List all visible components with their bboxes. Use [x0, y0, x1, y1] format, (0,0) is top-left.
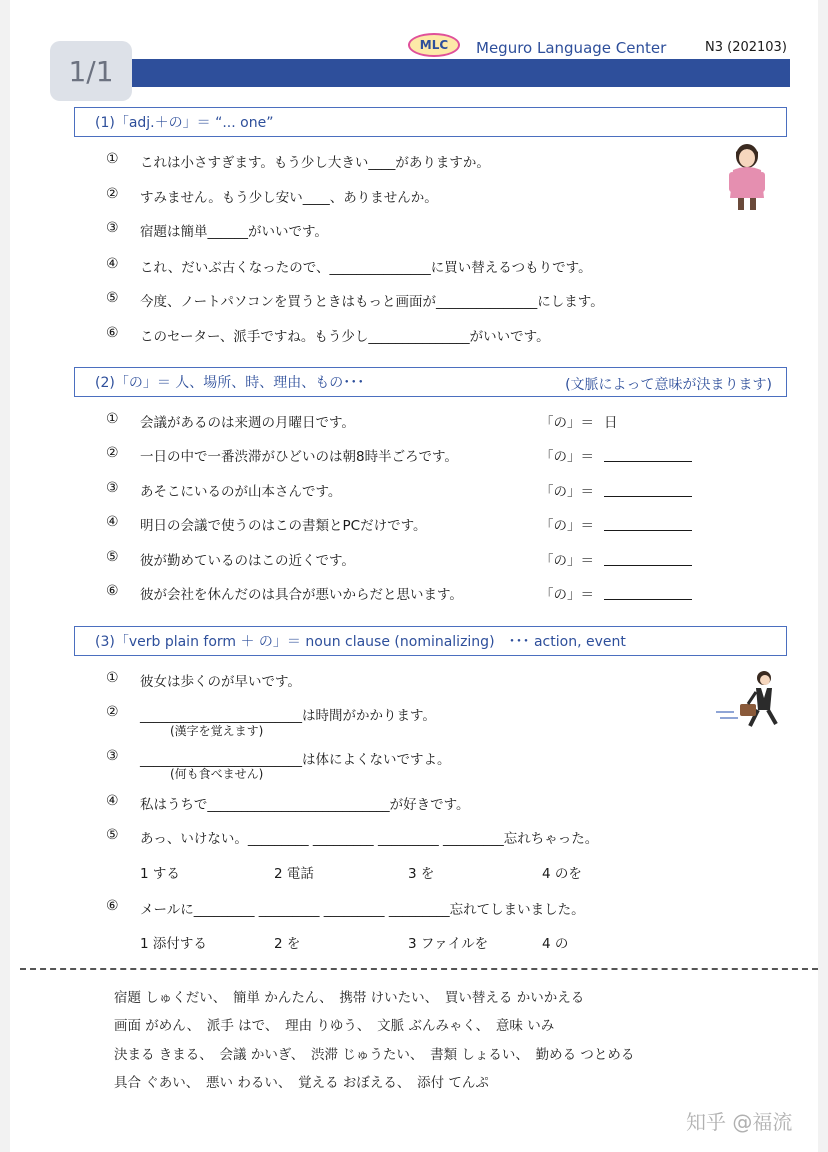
s2-q5-text: 彼が勤めているのはこの近くです。	[140, 553, 355, 569]
s3-q6-choice-1: 1 添付する	[140, 936, 207, 952]
s1-q6-text: このセーター、派手ですね。もう少し_______________がいいです。	[140, 329, 550, 345]
section3-title	[74, 626, 787, 656]
s1-q3-text: 宿題は簡単______がいいです。	[140, 224, 328, 240]
s1-q4-text: これ、だいぶ古くなったので、_______________に買い替えるつもりです。	[140, 260, 592, 276]
header-bar	[132, 59, 790, 87]
s2-q6-text: 彼が会社を休んだのは具合が悪いからだと思います。	[140, 587, 463, 603]
s1-q2-num: ②	[106, 186, 119, 202]
vocab-line-4: 具合 ぐあい、 悪い わるい、 覚える おぼえる、 添付 てんぷ	[114, 1075, 489, 1091]
s1-q5-text: 今度、ノートパソコンを買うときはもっと画面が_______________にします。	[140, 294, 604, 310]
worksheet-code: N3 (202103)	[705, 40, 787, 55]
s3-q4-num: ④	[106, 793, 119, 809]
s2-q3-answer-line[interactable]	[604, 483, 692, 497]
s1-q3-num: ③	[106, 220, 119, 236]
s2-q1-text: 会議があるのは来週の月曜日です。	[140, 415, 355, 431]
s3-q1-num: ①	[106, 670, 119, 686]
s2-q6-answer-line[interactable]	[604, 586, 692, 600]
s3-q6-choice-3: 3 ファイルを	[408, 936, 489, 952]
s3-q2-hint: (漢字を覚えます)	[170, 724, 264, 738]
s1-q1-num: ①	[106, 151, 119, 167]
s3-q5-choice-3: 3 を	[408, 866, 435, 882]
s1-q1-text: これは小さすぎます。もう少し大きい____がありますか。	[140, 155, 490, 171]
cut-divider	[20, 968, 818, 970]
page-indicator: 1/1	[50, 41, 132, 101]
s2-q1-answer: 日	[604, 415, 618, 431]
s3-q5-choice-4: 4 のを	[542, 866, 582, 882]
s3-q1-text: 彼女は歩くのが早いです。	[140, 674, 301, 690]
vocab-line-2: 画面 がめん、 派手 はで、 理由 りゆう、 文脈 ぶんみゃく、 意味 いみ	[114, 1018, 555, 1034]
section3-title-text: (3)「verb plain form ＋ の」＝ noun clause (nominalizing) ･･･ action, event	[95, 634, 626, 650]
s2-q3-text: あそこにいるのが山本さんです。	[140, 484, 342, 500]
section1-title	[74, 107, 787, 137]
s3-q2-text: ________________________は時間がかかります。	[140, 708, 436, 724]
s3-q6-num: ⑥	[106, 898, 119, 914]
s2-q2-answer-line[interactable]	[604, 448, 692, 462]
s2-q4-answer-line[interactable]	[604, 517, 692, 531]
s2-q2-text: 一日の中で一番渋滞がひどいのは朝8時半ごろです。	[140, 449, 458, 465]
s2-q6-num: ⑥	[106, 583, 119, 599]
s2-q4-text: 明日の会議で使うのはこの書類とPCだけです。	[140, 518, 427, 534]
vocab-line-3: 決まる きまる、 会議 かいぎ、 渋滞 じゅうたい、 書類 しょるい、 勤める つとめる	[114, 1047, 635, 1063]
s1-q6-num: ⑥	[106, 325, 119, 341]
s2-q2-num: ②	[106, 445, 119, 461]
s2-q3-num: ③	[106, 480, 119, 496]
girl-illustration	[724, 140, 770, 212]
s3-q6-text: メールに_________ _________ _________ _________忘れてしまいました。	[140, 902, 585, 918]
s2-q5-answer-line[interactable]	[604, 552, 692, 566]
s2-q6-label: 「の」＝	[540, 587, 594, 603]
watermark: 知乎 @福流	[686, 1110, 793, 1134]
s1-q5-num: ⑤	[106, 290, 119, 306]
s2-q1-label: 「の」＝	[540, 415, 594, 431]
worksheet-page	[10, 0, 818, 1152]
section2-title	[74, 367, 787, 397]
s2-q4-num: ④	[106, 514, 119, 530]
s3-q5-num: ⑤	[106, 827, 119, 843]
s2-q5-label: 「の」＝	[540, 553, 594, 569]
s3-q5-choice-1: 1 する	[140, 866, 180, 882]
s3-q5-choice-2: 2 電話	[274, 866, 314, 882]
s3-q5-text: あっ、いけない。_________ _________ _________ _________忘れちゃった。	[140, 831, 599, 847]
mlc-logo: MLC	[408, 33, 460, 57]
s3-q2-num: ②	[106, 704, 119, 720]
s1-q2-text: すみません。もう少し安い____、ありませんか。	[140, 190, 438, 206]
section1-title-text: (1)「adj.＋の」＝ “... one”	[95, 115, 274, 131]
s3-q4-text: 私はうちで___________________________が好きです。	[140, 797, 470, 813]
s2-q5-num: ⑤	[106, 549, 119, 565]
s3-q3-num: ③	[106, 748, 119, 764]
s2-q3-label: 「の」＝	[540, 484, 594, 500]
org-name: Meguro Language Center	[476, 39, 667, 57]
s3-q6-choice-2: 2 を	[274, 936, 301, 952]
section2-title-text: (2)「の」＝ 人、場所、時、理由、もの･･･	[95, 375, 365, 391]
running-woman-illustration	[714, 668, 790, 730]
s2-q2-label: 「の」＝	[540, 449, 594, 465]
s3-q3-text: ________________________は体によくないですよ。	[140, 752, 451, 768]
s2-q4-label: 「の」＝	[540, 518, 594, 534]
s3-q6-choice-4: 4 の	[542, 936, 569, 952]
s1-q4-num: ④	[106, 256, 119, 272]
s2-q1-num: ①	[106, 411, 119, 427]
section2-note: (文脈によって意味が決まります)	[565, 377, 772, 393]
vocab-line-1: 宿題 しゅくだい、 簡単 かんたん、 携帯 けいたい、 買い替える かいかえる	[114, 990, 585, 1006]
s3-q3-hint: (何も食べません)	[170, 767, 264, 781]
